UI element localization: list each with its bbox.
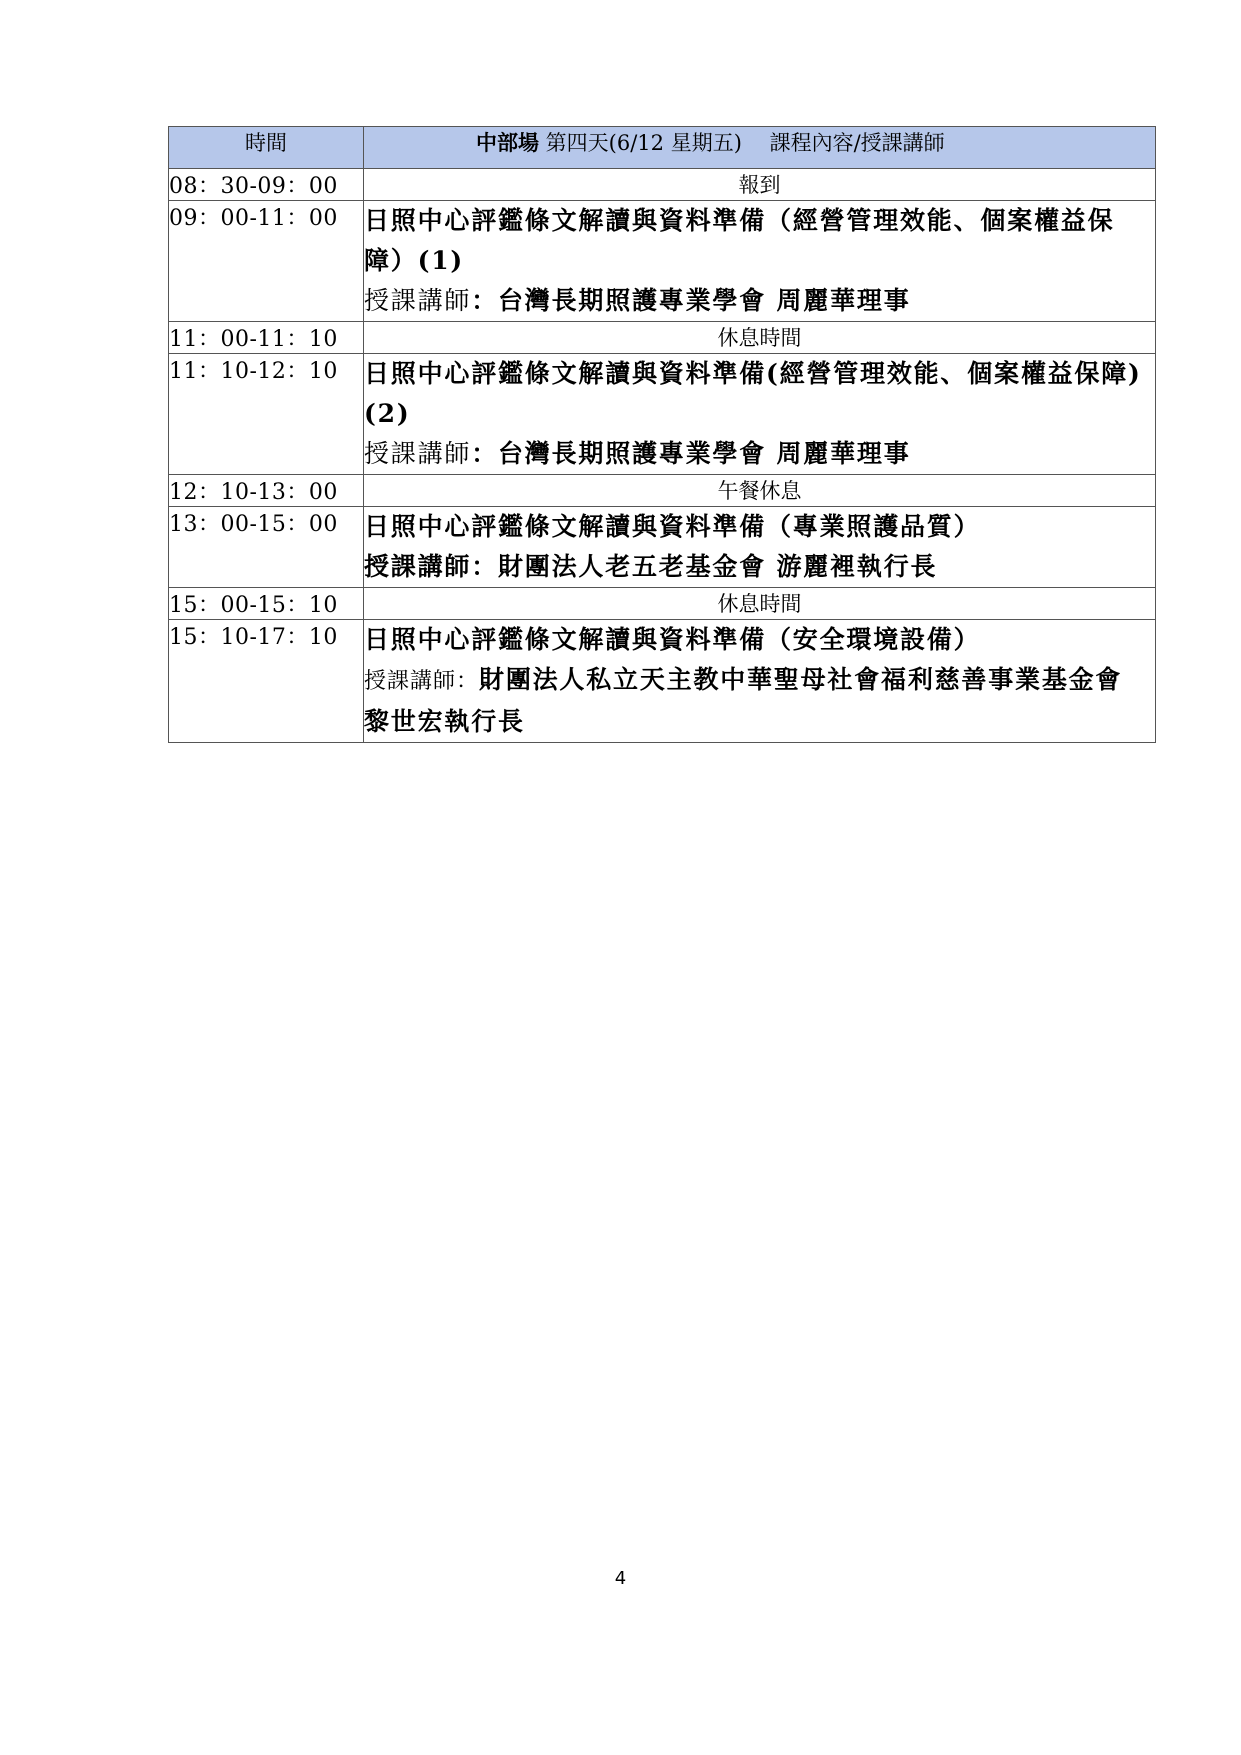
course-title: 日照中心評鑑條文解讀與資料準備（專業照護品質） bbox=[364, 512, 981, 541]
row-text: 休息時間 bbox=[364, 322, 1156, 354]
row-time: 15：00-15：10 bbox=[169, 588, 364, 620]
row-time: 08：30-09：00 bbox=[169, 169, 364, 201]
row-text: 午餐休息 bbox=[364, 475, 1156, 507]
page-number: 4 bbox=[614, 1568, 627, 1589]
header-row bbox=[169, 127, 1156, 169]
instructor-prefix: 授課講師： bbox=[364, 669, 480, 694]
instructor-prefix: 授課講師 bbox=[364, 286, 472, 315]
row-content bbox=[364, 507, 1156, 588]
course-instructor bbox=[364, 434, 1155, 474]
header-content bbox=[364, 127, 1156, 169]
row-text: 休息時間 bbox=[364, 588, 1156, 620]
row-time: 13：00-15：00 bbox=[169, 507, 364, 588]
instructor-name: 財團法人私立天主教中華聖母社會福利慈善事業基金會 黎世宏執行長 bbox=[364, 665, 1123, 736]
table-row bbox=[169, 169, 1156, 201]
table-row bbox=[169, 354, 1156, 475]
course-instructor bbox=[364, 660, 1155, 742]
table-row bbox=[169, 620, 1156, 743]
row-time: 11：00-11：10 bbox=[169, 322, 364, 354]
instructor-name: ：財團法人老五老基金會 游麗裡執行長 bbox=[471, 552, 938, 581]
table-row bbox=[169, 588, 1156, 620]
schedule-table bbox=[168, 126, 1156, 743]
course-title: 日照中心評鑑條文解讀與資料準備（安全環境設備） bbox=[364, 625, 981, 654]
instructor-name: ：台灣長期照護專業學會 周麗華理事 bbox=[471, 439, 911, 468]
course-instructor bbox=[364, 547, 1155, 587]
row-time: 15：10-17：10 bbox=[169, 620, 364, 743]
row-content bbox=[364, 620, 1156, 743]
row-time: 11：10-12：10 bbox=[169, 354, 364, 475]
header-day: 第四天(6/12 星期五) 課程內容/授課講師 bbox=[539, 131, 945, 155]
table-row bbox=[169, 322, 1156, 354]
table-row bbox=[169, 201, 1156, 322]
row-time: 12：10-13：00 bbox=[169, 475, 364, 507]
row-content bbox=[364, 201, 1156, 322]
instructor-prefix: 授課講師 bbox=[364, 439, 472, 468]
row-text: 報到 bbox=[364, 169, 1156, 201]
header-venue: 中部場 bbox=[476, 130, 539, 155]
row-content bbox=[364, 354, 1156, 475]
instructor-name: ：台灣長期照護專業學會 周麗華理事 bbox=[471, 286, 911, 315]
course-title: 日照中心評鑑條文解讀與資料準備(經營管理效能、個案權益保障)(2) bbox=[364, 359, 1142, 428]
row-time: 09：00-11：00 bbox=[169, 201, 364, 322]
table-row bbox=[169, 507, 1156, 588]
course-instructor bbox=[364, 281, 1155, 321]
course-title: 日照中心評鑑條文解讀與資料準備（經營管理效能、個案權益保障）(1) bbox=[364, 206, 1115, 275]
instructor-prefix: 授課講師 bbox=[364, 552, 472, 581]
header-time: 時間 bbox=[169, 127, 364, 169]
table-row bbox=[169, 475, 1156, 507]
